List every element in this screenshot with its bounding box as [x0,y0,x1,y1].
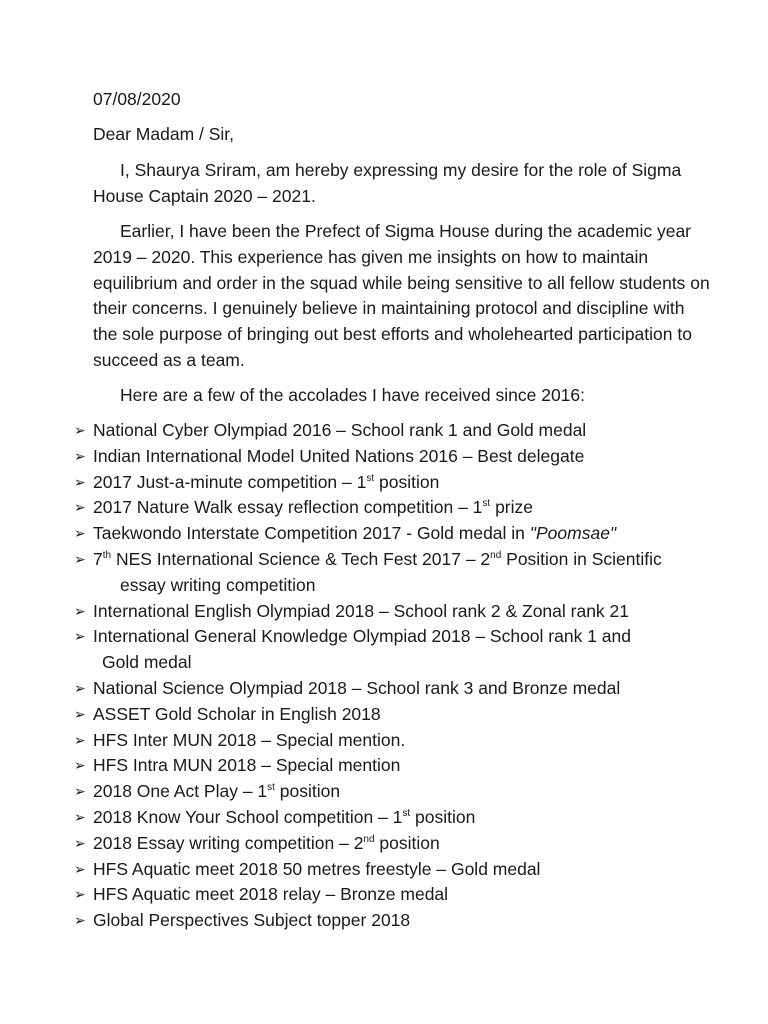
intro-paragraph: I, Shaurya Sriram, am hereby expressing my desire for the role of Sigma House Captain 2020 – 2021. [93,160,682,206]
arrow-bullet-icon: ➢ [74,525,86,542]
arrow-bullet-icon: ➢ [74,628,86,645]
arrow-bullet-icon: ➢ [74,705,86,722]
list-item: ➢ International General Knowledge Olympiad 2018 – School rank 1 and Gold medal [74,626,631,673]
list-item: ➢ Indian International Model United Nations 2016 – Best delegate [74,444,714,470]
list-item: ➢ HFS Intra MUN 2018 – Special mention [74,753,714,779]
salutation: Dear Madam / Sir, [93,124,235,144]
list-item: ➢ Global Perspectives Subject topper 2018 [74,908,714,934]
list-item: ➢ ASSET Gold Scholar in English 2018 [74,702,714,728]
arrow-bullet-icon: ➢ [74,783,86,800]
accolades-intro-paragraph: Here are a few of the accolades I have received since 2016: [120,385,585,405]
letter-date: 07/08/2020 [93,89,181,109]
list-item: ➢ 2017 Nature Walk essay reflection competition – 1st prize [74,495,714,521]
list-item: ➢ 2017 Just-a-minute competition – 1st position [74,470,714,496]
arrow-bullet-icon: ➢ [74,886,86,903]
list-item: ➢ National Cyber Olympiad 2016 – School rank 1 and Gold medal [74,418,714,444]
arrow-bullet-icon: ➢ [74,499,86,516]
list-item: ➢ 2018 One Act Play – 1st position [74,779,714,805]
list-item: ➢ HFS Aquatic meet 2018 relay – Bronze medal [74,882,714,908]
arrow-bullet-icon: ➢ [74,808,86,825]
list-item: ➢ Taekwondo Interstate Competition 2017 - Gold medal in "Poomsae" [74,521,714,547]
accolades-list [74,418,714,934]
arrow-bullet-icon: ➢ [74,860,86,877]
list-item: ➢ 7th NES International Science & Tech Fest 2017 – 2nd Position in Scientific essay writing competition [74,548,662,595]
experience-paragraph: Earlier, I have been the Prefect of Sigma House during the academic year 2019 – 2020. This experience has given me insights on how to maintain equilibrium and order in the squad while being sensitive to all fellow students on their concerns. I genuinely believe in maintaining protocol and discipline with the sole purpose of bringing out best efforts and wholehearted participation to succeed as a team. [93,221,710,370]
list-item: ➢ HFS Inter MUN 2018 – Special mention. [74,728,714,754]
arrow-bullet-icon: ➢ [74,550,86,567]
list-item: ➢ 2018 Know Your School competition – 1st position [74,805,714,831]
list-item: ➢ HFS Aquatic meet 2018 50 metres freestyle – Gold medal [74,857,714,883]
arrow-bullet-icon: ➢ [74,834,86,851]
arrow-bullet-icon: ➢ [74,473,86,490]
arrow-bullet-icon: ➢ [74,912,86,929]
arrow-bullet-icon: ➢ [74,757,86,774]
arrow-bullet-icon: ➢ [74,602,86,619]
arrow-bullet-icon: ➢ [74,422,86,438]
list-item: ➢ National Science Olympiad 2018 – School rank 3 and Bronze medal [74,676,714,702]
arrow-bullet-icon: ➢ [74,447,86,464]
arrow-bullet-icon: ➢ [74,679,86,696]
list-item: ➢ International English Olympiad 2018 – School rank 2 & Zonal rank 21 [74,599,714,625]
arrow-bullet-icon: ➢ [74,731,86,748]
list-item: ➢ 2018 Essay writing competition – 2nd position [74,831,714,857]
